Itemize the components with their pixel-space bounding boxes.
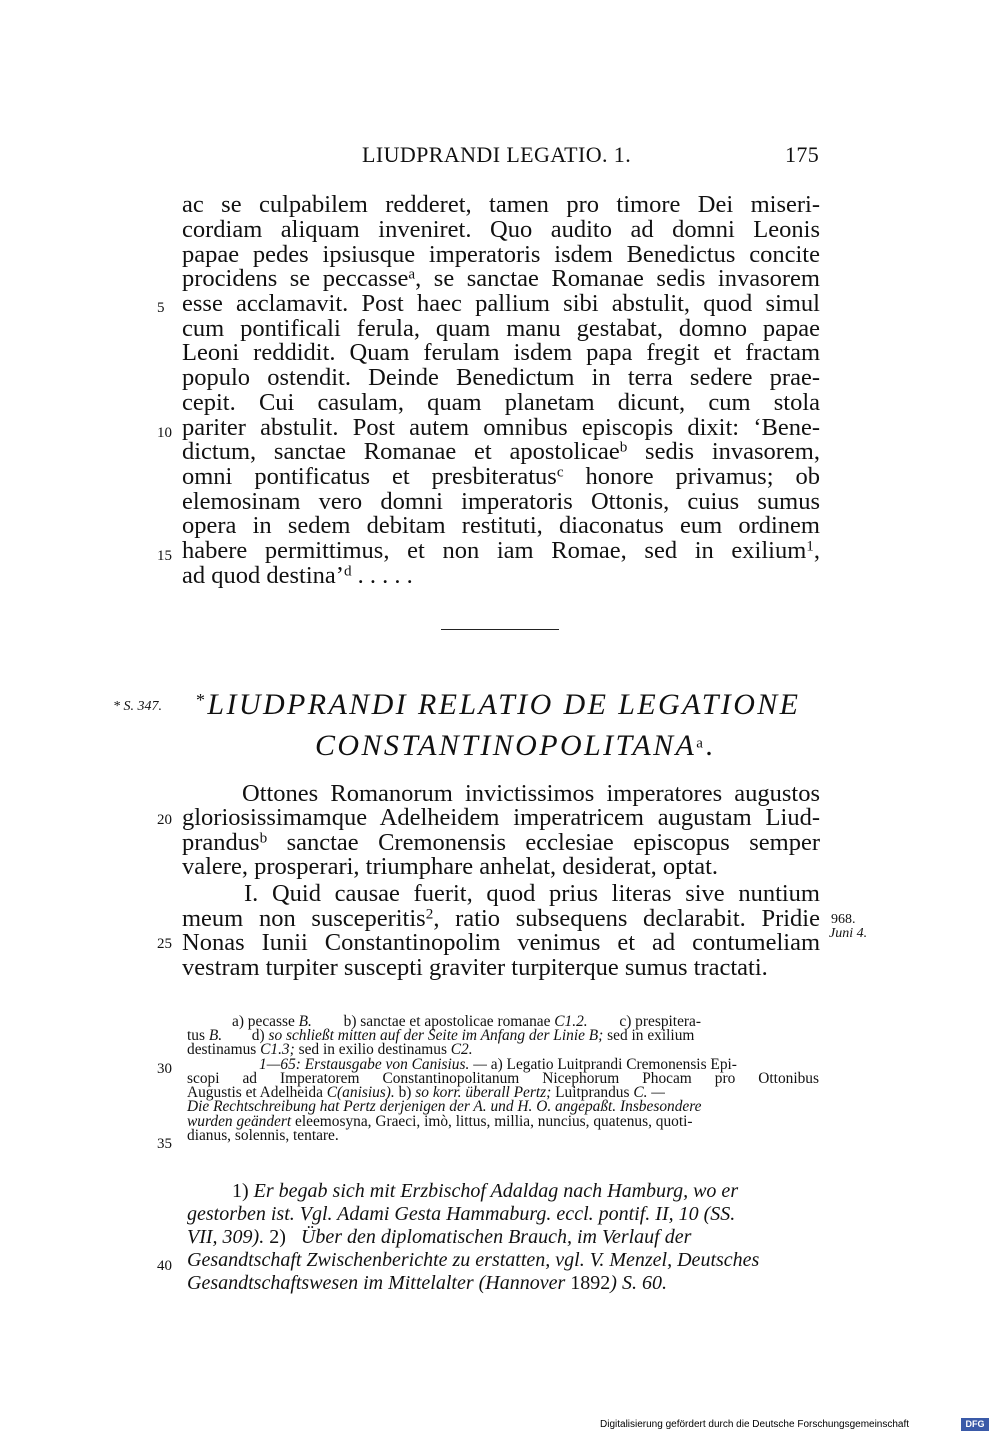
- apparatus-line: dianus, solennis, tentare.: [187, 1127, 339, 1144]
- text-line: dictum, sanctae Romanae et apostolicae$^b$ sedis invasorem,: [182, 438, 820, 465]
- section-title-line-2: CONSTANTINOPOLITANA$^a$.: [315, 729, 716, 762]
- line-number: 20: [157, 812, 172, 828]
- text-line: elemosinam vero domni imperatoris Ottonis, cuius sumus: [182, 488, 820, 515]
- text-line: meum non susceperitis$^2$, ratio subsequens declarabit. Pridie: [182, 905, 820, 932]
- line-number: 40: [157, 1258, 172, 1274]
- text-line: I. Quid causae fuerit, quod prius literas sive nuntium: [244, 880, 820, 907]
- text-line: valere, prosperari, triumphare anhelat, desiderat, optat.: [182, 853, 719, 880]
- text-line: cepit. Cui casulam, quam planetam dicunt, cum stola: [182, 389, 820, 416]
- margin-page-reference: * S. 347.: [113, 699, 162, 714]
- text-line: populo ostendit. Deinde Benedictum in terra sedere prae-: [182, 364, 820, 391]
- text-line: habere permittimus, et non iam Romae, sed in exilium$^1$,: [182, 537, 820, 564]
- margin-date-day: Juni 4.: [829, 926, 868, 941]
- text-line: cordiam aliquam inveniret. Quo audito ad domni Leonis: [182, 216, 820, 243]
- text-line: Ottones Romanorum invictissimos imperatores augustos: [242, 780, 820, 807]
- dfg-logo: DFG: [961, 1418, 989, 1431]
- text-line: omni pontificatus et presbiteratus$^c$ honore privamus; ob: [182, 463, 820, 490]
- text-line: papae pedes ipsiusque imperatoris isdem Benedictus concite: [182, 241, 820, 268]
- apparatus-line: tus B. d) so schließt mitten auf der Seite im Anfang der Linie B; sed in exilium: [187, 1027, 695, 1044]
- text-line: procidens se peccasse$^a$, se sanctae Romanae sedis invasorem: [182, 265, 820, 292]
- line-number: 5: [157, 300, 165, 316]
- apparatus-line: destinamus C1.3; sed in exilio destinamus C2.: [187, 1041, 473, 1058]
- apparatus-line: Die Rechtschreibung hat Pertz derjenigen der A. und H. O. angepaßt. Insbesondere: [187, 1098, 702, 1115]
- text-line: vestram turpiter suscepti graviter turpiterque sumus tractati.: [182, 954, 768, 981]
- margin-date-year: 968.: [831, 912, 856, 927]
- digitization-footer: Digitalisierung gefördert durch die Deutsche Forschungsgemeinschaft: [600, 1419, 910, 1430]
- text-line: prandus$^b$ sanctae Cremonensis ecclesiae episcopus semper: [182, 829, 820, 856]
- text-line: Nonas Iunii Constantinopolim venimus et ad contumeliam: [182, 929, 820, 956]
- page-number: 175: [785, 142, 820, 167]
- apparatus-line: a) pecasse B. b) sanctae et apostolicae romanae C1.2. c) prespitera-: [232, 1013, 701, 1030]
- line-number: 30: [157, 1061, 172, 1077]
- text-line: opera in sedem debitam restituti, diaconatus eum ordinem: [182, 512, 820, 539]
- line-number: 15: [157, 548, 172, 564]
- apparatus-line: scopi ad Imperatorem Constantinopolitanum Nicephorum Phocam pro Ottonibus: [187, 1070, 819, 1087]
- text-line: cum pontificali ferula, quam manu gestabat, domno papae: [182, 315, 820, 342]
- note-line: gestorben ist. Vgl. Adami Gesta Hammaburg. eccl. pontif. II, 10 (SS.: [187, 1203, 736, 1225]
- line-number: 25: [157, 936, 172, 952]
- note-line: 1) Er begab sich mit Erzbischof Adaldag nach Hamburg, wo er: [232, 1180, 739, 1202]
- text-line: Leoni reddidit. Quam ferulam isdem papa fregit et fractam: [182, 339, 820, 366]
- apparatus-line: wurden geändert eleemosyna, Graeci, imò, littus, millia, nuncius, quatenus, quoti-: [187, 1113, 693, 1130]
- note-line: Gesandtschaft Zwischenberichte zu erstatten, vgl. V. Menzel, Deutsches: [187, 1249, 760, 1271]
- note-line: VII, 309). 2) Über den diplomatischen Brauch, im Verlauf der: [187, 1226, 692, 1248]
- apparatus-line: 1—65: Erstausgabe von Canisius. — a) Legatio Luitprandi Cremonensis Epi-: [259, 1056, 737, 1073]
- apparatus-line: Augustis et Adelheida C(anisius). b) so korr. überall Pertz; Luitprandus C. —: [187, 1084, 665, 1101]
- running-head-title: LIUDPRANDI LEGATIO. 1.: [362, 142, 632, 167]
- line-number: 35: [157, 1136, 172, 1152]
- section-divider: [441, 629, 559, 630]
- line-number: 10: [157, 425, 172, 441]
- text-line: gloriosissimamque Adelheidem imperatricem augustam Liud-: [182, 804, 820, 831]
- text-line: ac se culpabilem redderet, tamen pro timore Dei miseri-: [182, 191, 820, 218]
- text-line: ad quod destina’$^d$ . . . . .: [182, 562, 413, 589]
- section-title-line-1: *LIUDPRANDI RELATIO DE LEGATIONE: [196, 688, 801, 721]
- text-line: esse acclamavit. Post haec pallium sibi abstulit, quod simul: [182, 290, 820, 317]
- note-line: Gesandtschaftswesen im Mittelalter (Hannover 1892) S. 60.: [187, 1272, 667, 1294]
- text-line: pariter abstulit. Post autem omnibus episcopis dixit: ‘Bene-: [182, 414, 820, 441]
